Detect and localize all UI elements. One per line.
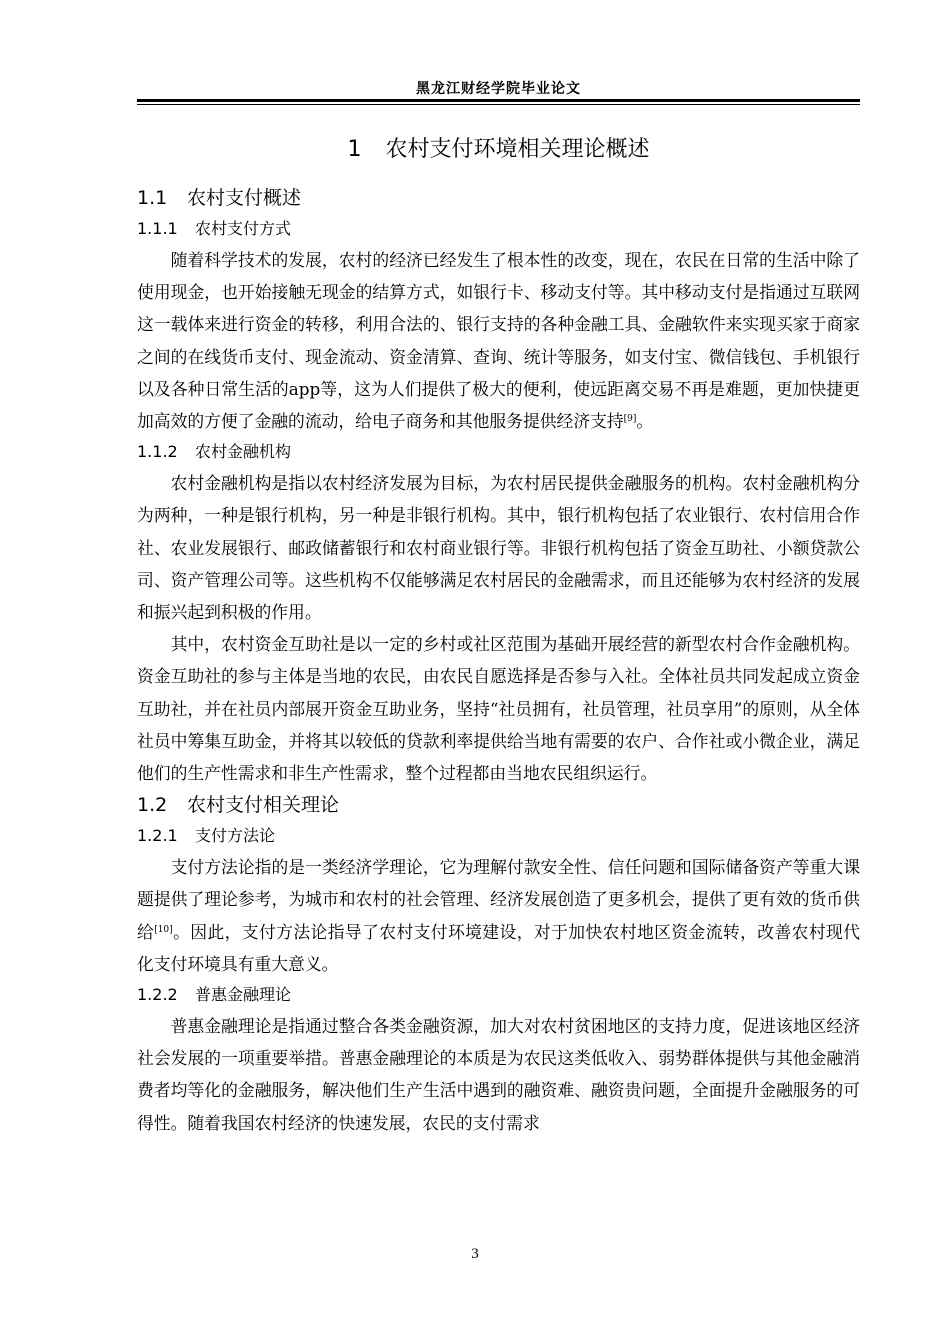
paragraph: 其中，农村资金互助社是以一定的乡村或社区范围为基础开展经营的新型农村合作金融机构。资金互助社的参与主体是当地的农民，由农民自愿选择是否参与入社。全体社员共同发起成立资金互助社，并在社员内部展开资金互助业务，坚持“社员拥有，社员管理，社员享用”的原则，从全体社员中筹集互助金，并将其以较低的贷款利率提供给当地有需要的农户、合作社或小微企业，满足他们的生产性需求和非生产性需求，整个过程都由当地农民组织运行。 [137, 634, 860, 784]
subsection-heading [137, 980, 860, 1010]
paragraph: 农村金融机构是指以农村经济发展为目标，为农村居民提供金融服务的机构。农村金融机构分为两种，一种是银行机构，另一种是非银行机构。其中，银行机构包括了农业银行、农村信用合作社、农业发展银行、邮政储蓄银行和农村商业银行等。非银行机构包括了资金互助社、小额贷款公司、资产管理公司等。这些机构不仅能够满足农村居民的金融需求，而且还能够为农村经济的发展和振兴起到积极的作用。 [137, 473, 860, 623]
subsection-title: 农村金融机构 [195, 442, 292, 462]
citation-ref: [10] [154, 924, 173, 935]
page-number: 3 [471, 1246, 479, 1262]
paragraph [137, 851, 860, 980]
subsection-title: 普惠金融理论 [195, 985, 292, 1005]
header-rule-thin [137, 104, 860, 105]
subsection-title: 农村支付方式 [195, 219, 292, 238]
subsection-heading [137, 437, 860, 467]
paragraph-text: 。因此，支付方法论指导了农村支付环境建设，对于加快农村地区资金流转，改善农村现代化支付环境具有重大意义。 [137, 921, 860, 974]
chapter-number: 1 [347, 137, 362, 162]
subsection-number: 1.1.1 [137, 219, 178, 238]
running-header: 黑龙江财经学院毕业论文 [416, 81, 581, 97]
subsection-number: 1.2.1 [137, 826, 178, 846]
subsection-title: 支付方法论 [195, 826, 276, 846]
section-number: 1.2 [137, 794, 168, 817]
section-number: 1.1 [137, 187, 168, 209]
paragraph-text: 支付方法论指的是一类经济学理论，它为理解付款安全性、信任问题和国际储备资产等重大课题提供了理论参考，为城市和农村的社会管理、经济发展创造了更多机会，提供了更有效的货币供给 [137, 857, 860, 942]
paragraph [137, 244, 860, 437]
header-rule-thick [137, 99, 860, 102]
subsection-heading [137, 821, 860, 851]
section-title: 农村支付相关理论 [187, 794, 340, 817]
subsection-number: 1.2.2 [137, 985, 178, 1005]
chapter-title: 农村支付环境相关理论概述 [385, 137, 650, 162]
section-title: 农村支付概述 [187, 187, 302, 209]
paragraph: 普惠金融理论是指通过整合各类金融资源，加大对农村贫困地区的支持力度，促进该地区经济社会发展的一项重要举措。普惠金融理论的本质是为农民这类低收入、弱势群体提供与其他金融消费者均等化的金融服务，解决他们生产生活中遇到的融资难、融资贵问题，全面提升金融服务的可得性。随着我国农村经济的快速发展，农民的支付需求 [137, 1016, 860, 1133]
paragraph-end: 。 [636, 411, 654, 432]
section-heading [137, 182, 860, 214]
paragraph-text: 随着科学技术的发展，农村的经济已经发生了根本性的改变，现在，农民在日常的生活中除了使用现金，也开始接触无现金的结算方式，如银行卡、移动支付等。其中移动支付是指通过互联网这一载体来进行资金的转移，利用合法的、银行支持的各种金融工具、金融软件来实现买家于商家之间的在线货币支付、现金流动、资金清算、查询、统计等服务，如支付宝、微信钱包、手机银行以及各种日常生活的app等，这为人们提供了极大的便利，使远距离交易不再是难题，更加快捷更加高效的方便了金融的流动，给电子商务和其他服务提供经济支持 [137, 250, 860, 432]
subsection-number: 1.1.2 [137, 442, 178, 462]
subsection-heading [137, 214, 860, 244]
page-content [137, 130, 860, 1139]
citation-ref: [9] [623, 414, 637, 425]
section-heading [137, 789, 860, 821]
chapter-heading [137, 130, 860, 170]
